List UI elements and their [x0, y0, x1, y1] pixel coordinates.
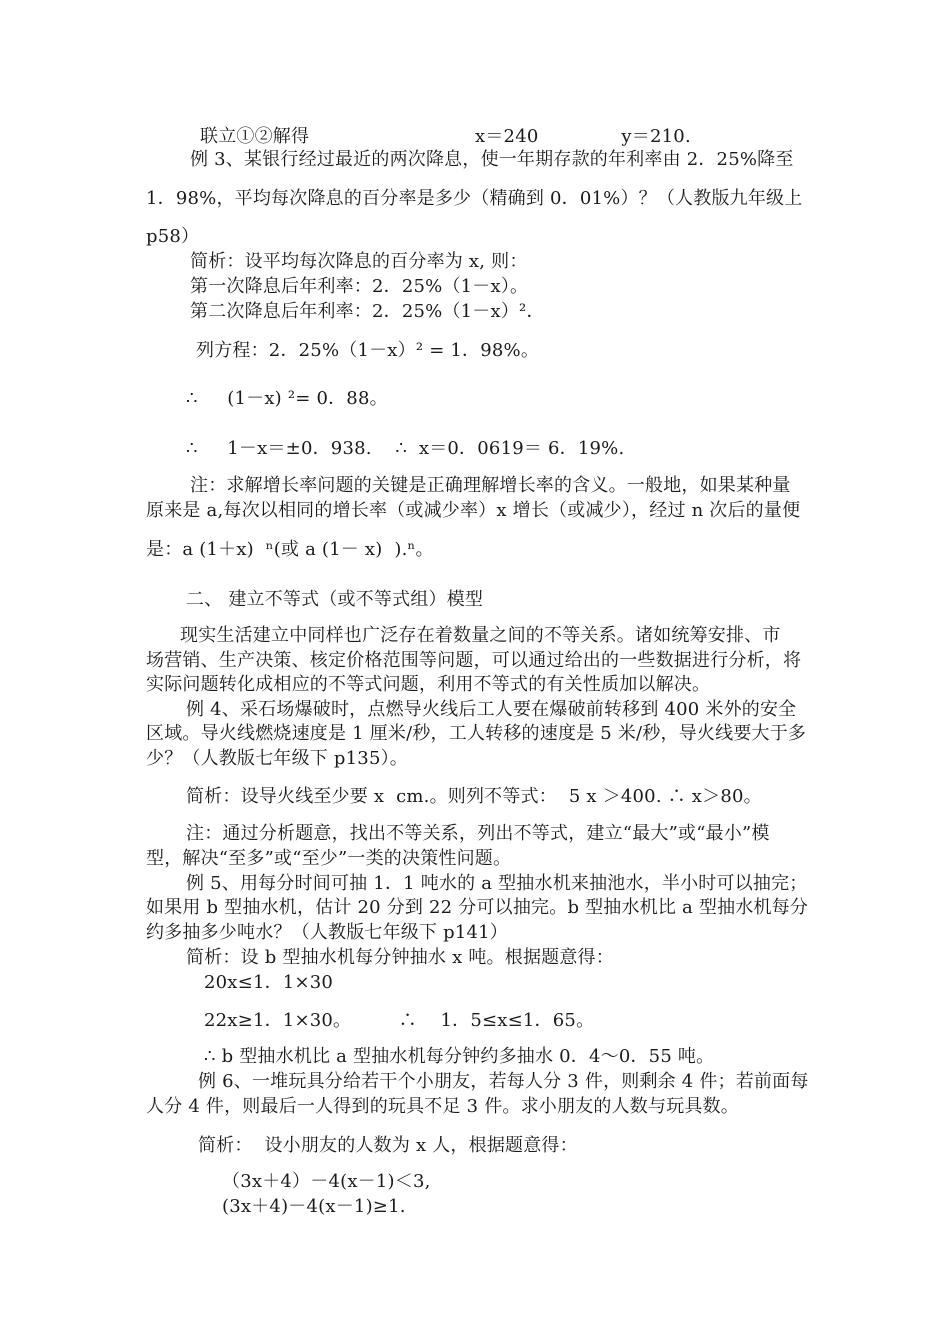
text-line: 例 6、一堆玩具分给若干个小朋友，若每人分 3 件，则剩余 4 件；若前面每: [198, 1071, 809, 1092]
text-line: ∴ 1－x＝±0．938. ∴ x＝0．0619＝ 6．19%.: [186, 438, 625, 459]
text-line: 第二次降息后年利率：2．25%（1－x）²．: [190, 301, 545, 322]
text-line: 少？（人教版七年级下 p135）。: [146, 748, 408, 769]
text-line: 区域。导火线燃烧速度是 1 厘米/秒，工人转移的速度是 5 米/秒，导火线要大于多: [146, 723, 807, 744]
text-line: 第一次降息后年利率：2．25%（1－x）。: [190, 276, 529, 297]
text-line: 注：通过分析题意，找出不等关系，列出不等式，建立“最大”或“最小”模: [186, 823, 770, 844]
text-line: 注：求解增长率问题的关键是正确理解增长率的含义。一般地，如果某种量: [190, 475, 791, 496]
text-line: 场营销、生产决策、核定价格范围等问题，可以通过给出的一些数据进行分析，将: [146, 650, 802, 671]
text-line: （3x＋4）－4(x－1)＜3,: [222, 1171, 431, 1192]
text-line: p58）: [146, 226, 200, 247]
text-line: (3x＋4)－4(x－1)≥1.: [222, 1196, 406, 1217]
text-line: 实际问题转化成相应的不等式问题，利用不等式的有关性质加以解决。: [146, 674, 711, 695]
text-line: 例 3、某银行经过最近的两次降息，使一年期存款的年利率由 2．25%降至: [190, 149, 794, 170]
text-line: 22x≥1．1×30。 ∴ 1．5≤x≤1．65。: [204, 1010, 595, 1031]
text-line: 现实生活建立中同样也广泛存在着数量之间的不等关系。诸如统筹安排、市: [180, 625, 781, 646]
text-line: 20x≤1．1×30: [204, 972, 334, 993]
text-line: 型，解决“至多”或“至少”一类的决策性问题。: [146, 848, 512, 869]
text-line: 原来是 a,每次以相同的增长率（或减少率）x 增长（或减少），经过 n 次后的量便: [146, 500, 801, 521]
text-line: ∴ b 型抽水机比 a 型抽水机每分钟约多抽水 0．4～0．55 吨。: [204, 1046, 715, 1067]
text-line: 简析：设 b 型抽水机每分钟抽水 x 吨。根据题意得：: [186, 947, 614, 968]
text-line: 约多抽多少吨水？（人教版七年级下 p141）: [146, 922, 508, 943]
text-line: 1．98%，平均每次降息的百分率是多少（精确到 0．01%）？（人教版九年级上: [146, 188, 803, 209]
text-line: 如果用 b 型抽水机，估计 20 分到 22 分可以抽完。b 型抽水机比 a 型抽水机每分: [146, 897, 809, 918]
section-heading: 二、 建立不等式（或不等式组）模型: [186, 589, 484, 610]
text-line: 联立①②解得 x＝240 y＝210.: [200, 126, 691, 147]
text-line: 简析：设平均每次降息的百分率为 x, 则：: [190, 251, 528, 272]
text-line: ∴ (1－x) ²= 0．88。: [186, 388, 388, 409]
text-line: 例 5、用每分时间可抽 1．1 吨水的 a 型抽水机来抽池水，半小时可以抽完；: [186, 873, 808, 894]
text-line: 例 4、采石场爆破时，点燃导火线后工人要在爆破前转移到 400 米外的安全: [186, 699, 797, 720]
text-line: 是：a (1＋x) ⁿ(或 a (1－ x) ).ⁿ。: [146, 539, 434, 560]
text-line: 简析：设导火线至少要 x cm.。则列不等式： 5 x ＞400. ∴ x＞80。: [186, 786, 762, 807]
text-line: 人分 4 件，则最后一人得到的玩具不足 3 件。求小朋友的人数与玩具数。: [146, 1096, 739, 1117]
text-line: 列方程：2．25%（1－x）² = 1．98%。: [196, 340, 540, 361]
text-line: 简析： 设小朋友的人数为 x 人，根据题意得：: [198, 1135, 578, 1156]
